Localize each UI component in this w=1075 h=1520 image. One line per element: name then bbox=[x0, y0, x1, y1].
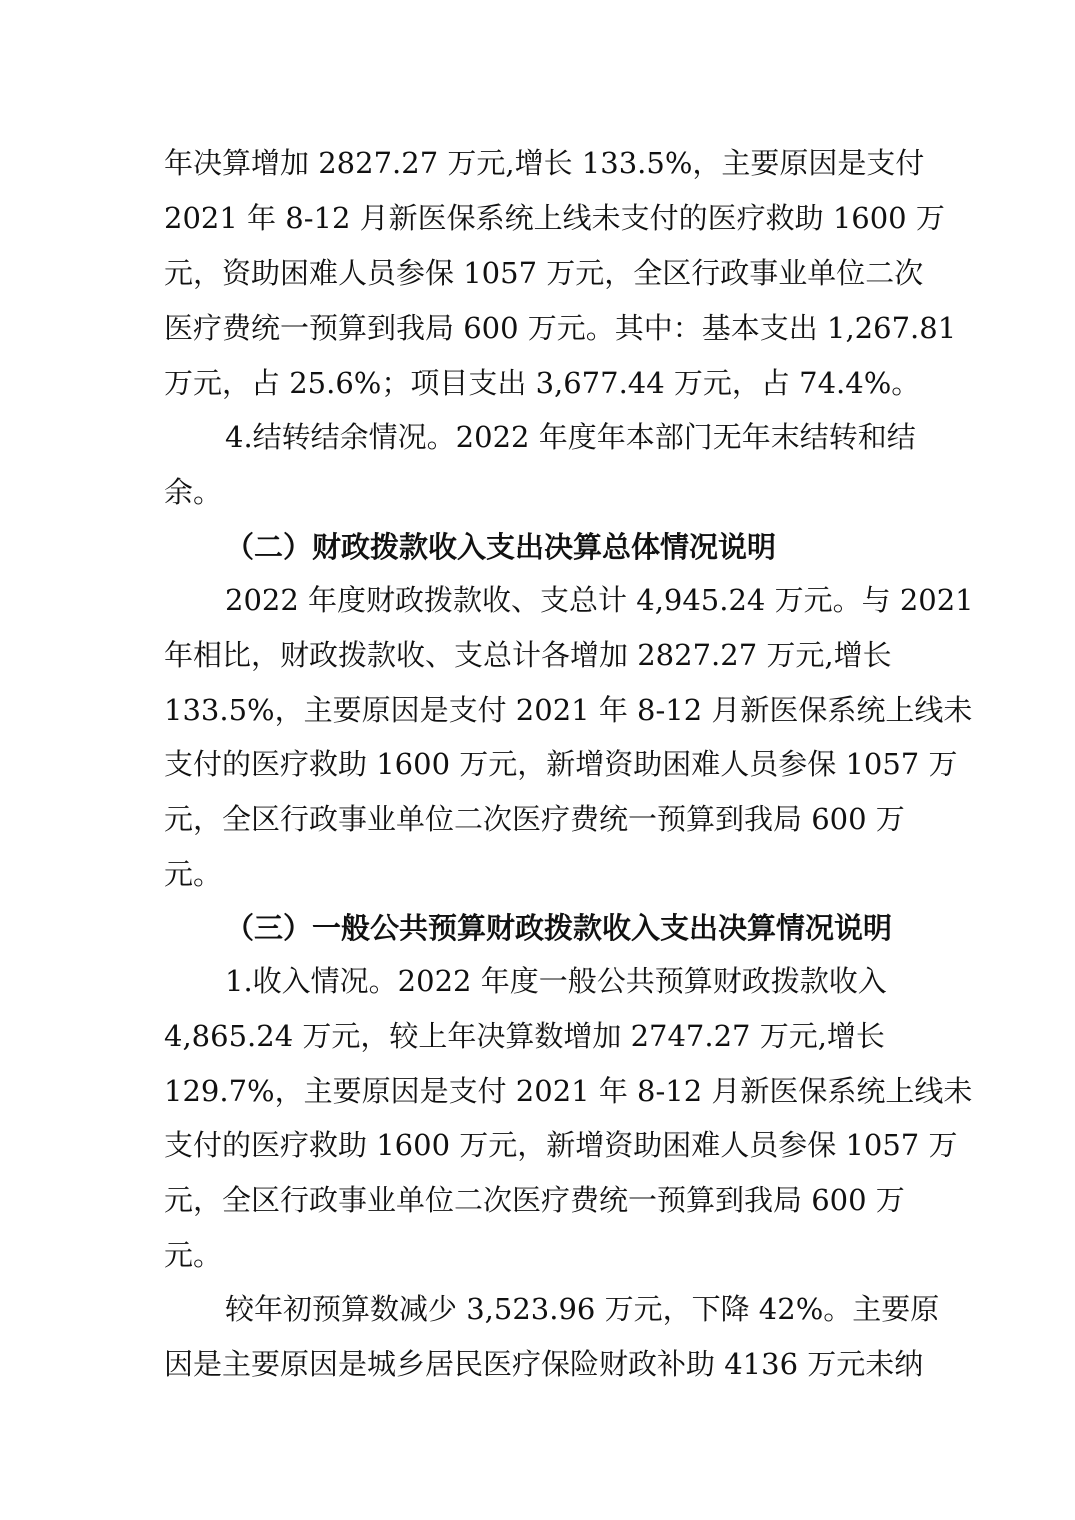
paragraph-line: 年决算增加 2827.27 万元,增长 133.5%，主要原因是支付 bbox=[164, 146, 925, 180]
section-heading: （三）一般公共预算财政拨款收入支出决算情况说明 bbox=[225, 911, 893, 945]
paragraph-line: 万元，占 25.6%；项目支出 3,677.44 万元，占 74.4%。 bbox=[164, 366, 921, 400]
paragraph-line: 因是主要原因是城乡居民医疗保险财政补助 4136 万元未纳 bbox=[164, 1347, 924, 1381]
section-heading: （二）财政拨款收入支出决算总体情况说明 bbox=[225, 530, 777, 564]
paragraph-line: 余。 bbox=[164, 475, 223, 509]
paragraph-line: 支付的医疗救助 1600 万元，新增资助困难人员参保 1057 万 bbox=[164, 747, 958, 781]
paragraph-line: 支付的医疗救助 1600 万元，新增资助困难人员参保 1057 万 bbox=[164, 1128, 958, 1162]
paragraph-line: 4.结转结余情况。2022 年度年本部门无年末结转和结 bbox=[225, 420, 916, 454]
paragraph-line: 2022 年度财政拨款收、支总计 4,945.24 万元。与 2021 bbox=[225, 583, 974, 617]
paragraph-line: 年相比，财政拨款收、支总计各增加 2827.27 万元,增长 bbox=[164, 638, 892, 672]
paragraph-line: 4,865.24 万元，较上年决算数增加 2747.27 万元,增长 bbox=[164, 1019, 885, 1053]
paragraph-line: 2021 年 8-12 月新医保系统上线未支付的医疗救助 1600 万 bbox=[164, 201, 945, 235]
paragraph-line: 133.5%，主要原因是支付 2021 年 8-12 月新医保系统上线未 bbox=[164, 693, 973, 727]
paragraph-line: 元，资助困难人员参保 1057 万元，全区行政事业单位二次 bbox=[164, 256, 924, 290]
paragraph-line: 元。 bbox=[164, 1238, 223, 1272]
paragraph-line: 医疗费统一预算到我局 600 万元。其中：基本支出 1,267.81 bbox=[164, 311, 957, 345]
paragraph-line: 129.7%，主要原因是支付 2021 年 8-12 月新医保系统上线未 bbox=[164, 1074, 973, 1108]
paragraph-line: 较年初预算数减少 3,523.96 万元，下降 42%。主要原 bbox=[225, 1292, 940, 1326]
paragraph-line: 元，全区行政事业单位二次医疗费统一预算到我局 600 万 bbox=[164, 802, 905, 836]
paragraph-line: 元，全区行政事业单位二次医疗费统一预算到我局 600 万 bbox=[164, 1183, 905, 1217]
paragraph-line: 元。 bbox=[164, 857, 223, 891]
paragraph-line: 1.收入情况。2022 年度一般公共预算财政拨款收入 bbox=[225, 964, 887, 998]
